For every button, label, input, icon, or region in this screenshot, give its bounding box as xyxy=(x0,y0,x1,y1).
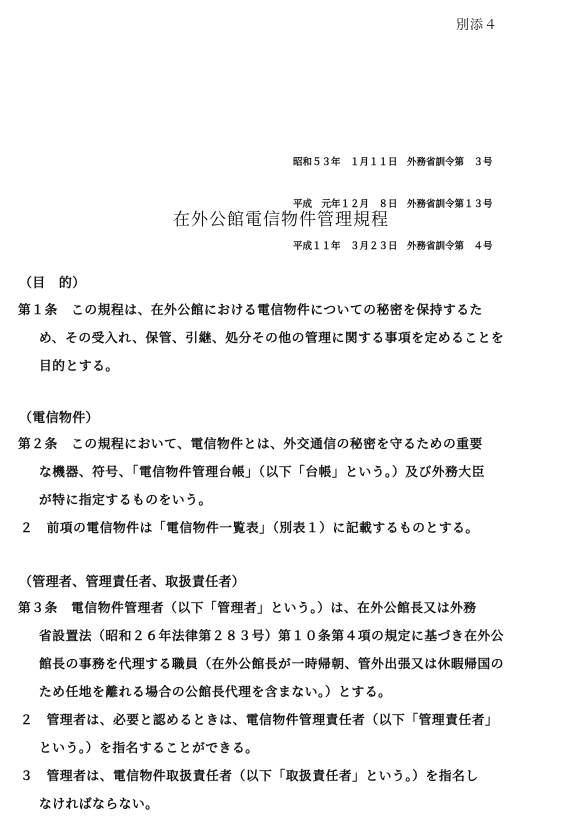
article-2-line-3: が特に指定するものをいう。 xyxy=(39,492,212,507)
document-title: 在外公館電信物件管理規程 xyxy=(173,210,389,230)
revision-line-1: 昭和５３年 １月１１日 外務省訓令第 ３号 xyxy=(293,157,493,168)
article-1 xyxy=(18,296,558,380)
article-3-paragraph-2-line-2: という。）を指名することができる。 xyxy=(39,740,259,755)
article-3 xyxy=(18,594,558,818)
article-3-paragraph-2-line-1: ２ 管理者は、必要と認めるときは、電信物件管理責任者（以下「管理責任者」 xyxy=(20,712,499,727)
article-3-line-1: 第３条 電信物件管理者（以下「管理者」という。）は、在外公館長又は外務 xyxy=(18,600,477,615)
article-3-paragraph-3-line-2: なければならない。 xyxy=(39,796,159,811)
article-3-line-2: 省設置法（昭和２６年法律第２８３号）第１０条第４項の規定に基づき在外公 xyxy=(39,628,505,643)
article-1-line-1: 第１条 この規程は、在外公館における電信物件についての秘密を保持するた xyxy=(18,302,483,317)
article-1-line-3: 目的とする。 xyxy=(39,358,119,373)
revision-line-2: 平成 元年１２月 ８日 外務省訓令第１３号 xyxy=(293,199,493,210)
article-2-line-2: な機器、符号、「電信物件管理台帳」（以下「台帳」という。）及び外務大臣 xyxy=(39,464,486,479)
article-3-paragraph-3-line-1: ３ 管理者は、電信物件取扱責任者（以下「取扱責任者」という。）を指名し xyxy=(20,768,479,783)
article-3-line-3: 館長の事務を代理する職員（在外公館長が一時帰朝、管外出張又は休暇帰国の xyxy=(39,656,505,671)
section-heading-managers: （管理者、管理責任者、取扱責任者） xyxy=(19,575,246,590)
attachment-label: 別添４ xyxy=(456,18,499,33)
article-1-line-2: め、その受入れ、保管、引継、処分その他の管理に関する事項を定めることを xyxy=(39,330,505,345)
article-2-paragraph-2: ２ 前項の電信物件は「電信物件一覧表」（別表１）に記載するものとする。 xyxy=(20,520,479,535)
section-heading-purpose: （目 的） xyxy=(19,276,86,291)
revision-line-3: 平成１１年 ３月２３日 外務省訓令第 ４号 xyxy=(293,241,493,252)
article-2 xyxy=(18,430,558,542)
section-heading-telegraph-items: （電信物件） xyxy=(19,411,99,426)
article-2-line-1: 第２条 この規程において、電信物件とは、外交通信の秘密を守るための重要 xyxy=(18,436,483,451)
article-3-line-4: ため任地を離れる場合の公館長代理を含まない。）とする。 xyxy=(39,684,392,699)
